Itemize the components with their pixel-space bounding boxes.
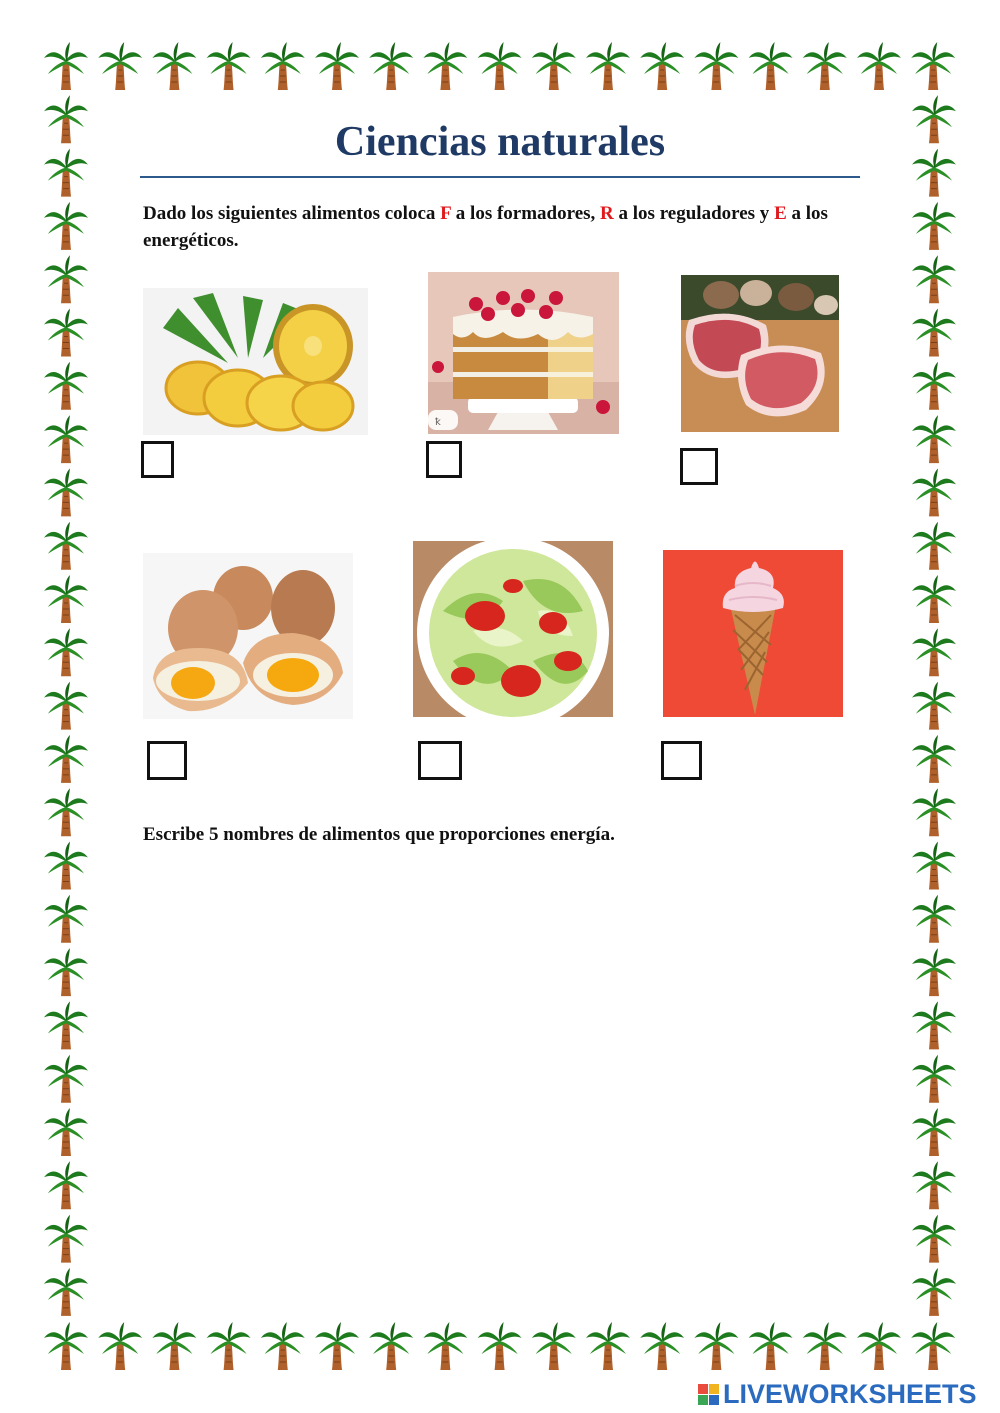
palm-tree-icon <box>912 468 956 516</box>
palm-tree-icon <box>912 149 956 197</box>
palm-tree-icon <box>694 1322 738 1370</box>
liveworksheets-logo <box>698 1378 977 1410</box>
palm-tree-icon <box>423 1322 467 1370</box>
instruction-text: a los reguladores y <box>613 203 775 224</box>
palm-tree-icon <box>44 948 88 996</box>
svg-text:ꝁ: ꝁ <box>435 417 441 428</box>
palm-tree-icon <box>44 468 88 516</box>
cake-image <box>428 272 619 434</box>
palm-tree-icon <box>44 735 88 783</box>
palm-tree-icon <box>803 42 847 90</box>
answer-box-meat[interactable] <box>680 448 718 485</box>
letter-e: E <box>774 203 787 224</box>
palm-tree-icon <box>44 1161 88 1209</box>
question-2: Escribe 5 nombres de alimentos que proporciones energía. <box>143 824 615 845</box>
palm-tree-icon <box>44 1108 88 1156</box>
palm-tree-icon <box>803 1322 847 1370</box>
palm-tree-icon <box>44 682 88 730</box>
palm-tree-icon <box>44 42 88 90</box>
palm-tree-icon <box>44 1215 88 1263</box>
palm-tree-icon <box>912 309 956 357</box>
palm-tree-icon <box>44 788 88 836</box>
palm-tree-icon <box>152 1322 196 1370</box>
instruction-text: Dado los siguientes alimentos coloca <box>143 203 441 224</box>
palm-tree-icon <box>369 1322 413 1370</box>
palm-tree-icon <box>912 1055 956 1103</box>
palm-tree-icon <box>369 42 413 90</box>
palm-tree-icon <box>44 1001 88 1049</box>
palm-tree-icon <box>532 1322 576 1370</box>
answer-box-pineapple[interactable] <box>141 441 174 478</box>
palm-tree-icon <box>44 628 88 676</box>
palm-tree-icon <box>44 309 88 357</box>
palm-tree-icon <box>857 42 901 90</box>
palm-tree-icon <box>912 628 956 676</box>
letter-r: R <box>600 203 614 224</box>
palm-tree-icon <box>911 1322 955 1370</box>
palm-tree-icon <box>640 1322 684 1370</box>
answer-box-ice-cream[interactable] <box>661 741 702 780</box>
palm-tree-icon <box>207 42 251 90</box>
logo-text: LIVEWORKSHEETS <box>723 1378 977 1409</box>
palm-tree-icon <box>912 735 956 783</box>
palm-tree-icon <box>98 1322 142 1370</box>
palm-tree-icon <box>478 42 522 90</box>
palm-tree-icon <box>912 522 956 570</box>
palm-tree-icon <box>912 1108 956 1156</box>
palm-tree-icon <box>423 42 467 90</box>
title-divider <box>140 176 860 178</box>
palm-tree-icon <box>98 42 142 90</box>
palm-tree-icon <box>912 202 956 250</box>
logo-mark-icon <box>698 1384 719 1405</box>
letter-f: F <box>440 203 452 224</box>
palm-tree-icon <box>207 1322 251 1370</box>
palm-tree-icon <box>912 1215 956 1263</box>
answer-box-eggs[interactable] <box>147 741 187 780</box>
answer-box-salad[interactable] <box>418 741 462 780</box>
palm-tree-icon <box>261 42 305 90</box>
palm-tree-icon <box>315 42 359 90</box>
palm-tree-icon <box>912 95 956 143</box>
palm-tree-icon <box>912 575 956 623</box>
page-title: Ciencias naturales <box>334 119 666 165</box>
eggs-image <box>143 553 353 719</box>
palm-tree-icon <box>912 1001 956 1049</box>
palm-tree-icon <box>911 42 955 90</box>
palm-tree-icon <box>478 1322 522 1370</box>
palm-tree-icon <box>532 42 576 90</box>
palm-tree-icon <box>44 842 88 890</box>
palm-tree-icon <box>640 42 684 90</box>
palm-tree-icon <box>44 415 88 463</box>
palm-tree-icon <box>857 1322 901 1370</box>
palm-tree-icon <box>152 42 196 90</box>
ice-cream-image <box>663 550 843 717</box>
palm-tree-icon <box>912 842 956 890</box>
instruction-text: a los energéticos. <box>143 203 828 251</box>
palm-tree-icon <box>44 95 88 143</box>
instructions <box>143 200 853 254</box>
answer-box-cake[interactable] <box>426 441 462 478</box>
palm-tree-icon <box>749 1322 793 1370</box>
palm-tree-icon <box>912 788 956 836</box>
palm-tree-icon <box>586 42 630 90</box>
palm-tree-icon <box>44 149 88 197</box>
palm-tree-icon <box>44 575 88 623</box>
palm-tree-icon <box>749 42 793 90</box>
palm-tree-icon <box>44 1055 88 1103</box>
pineapple-image <box>143 288 368 435</box>
palm-tree-icon <box>586 1322 630 1370</box>
palm-tree-icon <box>912 415 956 463</box>
palm-tree-icon <box>912 895 956 943</box>
palm-tree-icon <box>44 1268 88 1316</box>
palm-tree-icon <box>44 1322 88 1370</box>
palm-tree-icon <box>912 1161 956 1209</box>
meat-image <box>681 275 839 432</box>
palm-tree-icon <box>44 255 88 303</box>
palm-tree-icon <box>912 948 956 996</box>
palm-tree-icon <box>912 682 956 730</box>
palm-tree-icon <box>44 522 88 570</box>
palm-tree-icon <box>912 362 956 410</box>
palm-tree-icon <box>315 1322 359 1370</box>
salad-image <box>413 541 613 717</box>
palm-tree-icon <box>44 362 88 410</box>
instruction-text: a los formadores, <box>451 203 601 224</box>
palm-tree-icon <box>44 202 88 250</box>
palm-tree-icon <box>261 1322 305 1370</box>
palm-tree-icon <box>44 895 88 943</box>
palm-tree-icon <box>694 42 738 90</box>
palm-tree-icon <box>912 1268 956 1316</box>
palm-tree-icon <box>912 255 956 303</box>
